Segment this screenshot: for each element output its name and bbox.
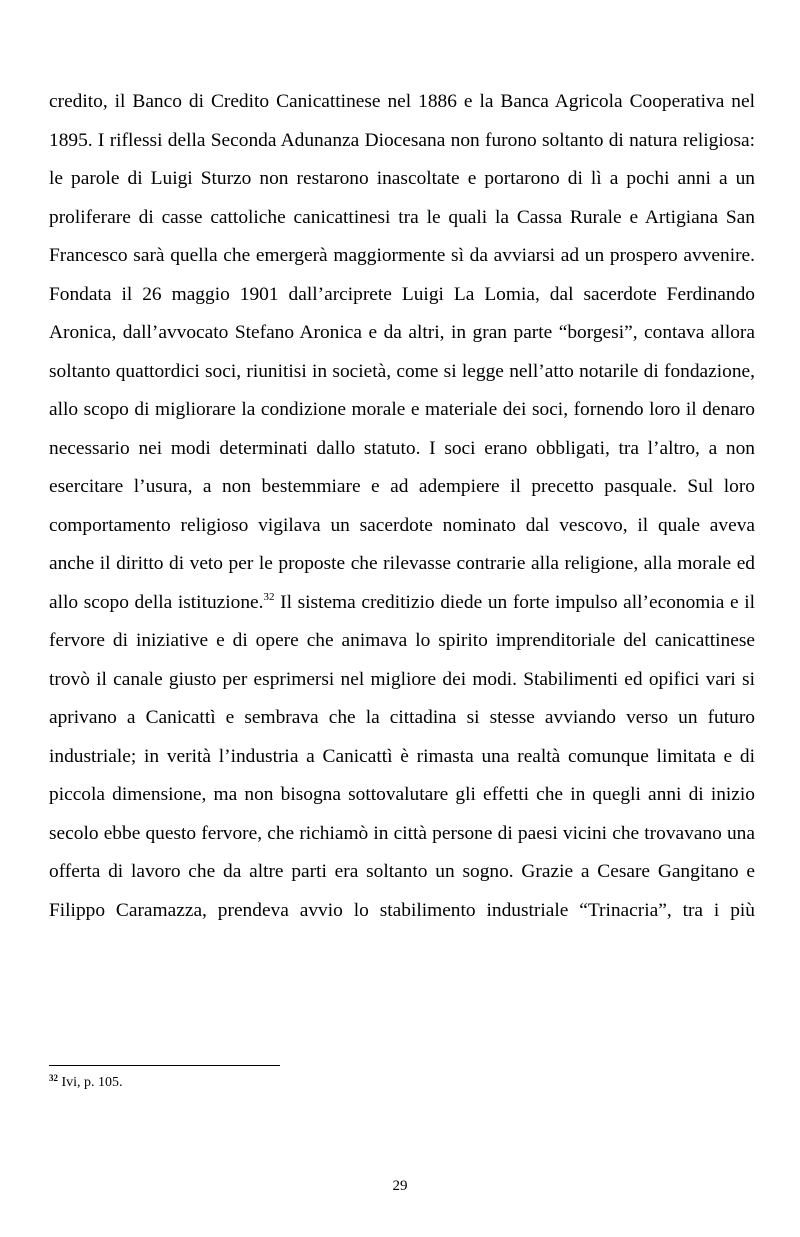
footnote-number: 32 bbox=[49, 1073, 58, 1083]
footnote bbox=[49, 1074, 123, 1092]
footnote-text: Ivi, p. 105. bbox=[58, 1075, 123, 1090]
footnote-separator bbox=[49, 1065, 280, 1066]
body-text-segment-2: Il sistema creditizio diede un forte impulso all’economia e il fervore di iniziative e di opere che animava lo spirito imprenditoriale del canicattinese trovò il canale giusto per esprimersi nel migliore dei modi. Stabilimenti ed opifici vari si aprivano a Canicattì e sembrava che la cittadina si stesse avviando verso un futuro industriale; in verità l’industria a Canicattì è rimasta una realtà comunque limitata e di piccola dimensione, ma non bisogna sottovalutare gli effetti che in quegli anni di inizio secolo ebbe questo fervore, che richiamò in città persone di paesi vicini che trovavano una offerta di lavoro che da altre parti era soltanto un sogno. Grazie a Cesare Gangitano e Filippo Caramazza, prendeva avvio lo stabilimento industriale “Trinacria”, tra i più bbox=[49, 591, 755, 921]
page-number: 29 bbox=[392, 1178, 408, 1194]
footnote-reference: 32 bbox=[263, 590, 275, 603]
body-paragraph bbox=[49, 83, 755, 930]
body-text-segment-1: credito, il Banco di Credito Canicattinese nel 1886 e la Banca Agricola Cooperativa nel 1895. I riflessi della Seconda Adunanza Diocesana non furono soltanto di natura religiosa: le parole di Luigi Sturzo non restarono inascoltate e portarono di lì a pochi anni a un proliferare di casse cattoliche canicattinesi tra le quali la Cassa Rurale e Artigiana San Francesco sarà quella che emergerà maggiormente sì da avviarsi ad un prospero avvenire. Fondata il 26 maggio 1901 dall’arciprete Luigi La Lomia, dal sacerdote Ferdinando Aronica, dall’avvocato Stefano Aronica e da altri, in gran parte “borgesi”, contava allora soltanto quattordici soci, riunitisi in società, come si legge nell’atto notarile di fondazione, allo scopo di migliorare la condizione morale e materiale dei soci, fornendo loro il denaro necessario nei modi determinati dallo statuto. I soci erano obbligati, tra l’altro, a non esercitare l’usura, a non bestemmiare e ad adempiere il precetto pasquale. Sul loro comportamento religioso vigilava un sacerdote nominato dal vescovo, il quale aveva anche il diritto di veto per le proposte che rilevasse contrarie alla religione, alla morale ed allo scopo della istituzione. bbox=[49, 91, 755, 613]
